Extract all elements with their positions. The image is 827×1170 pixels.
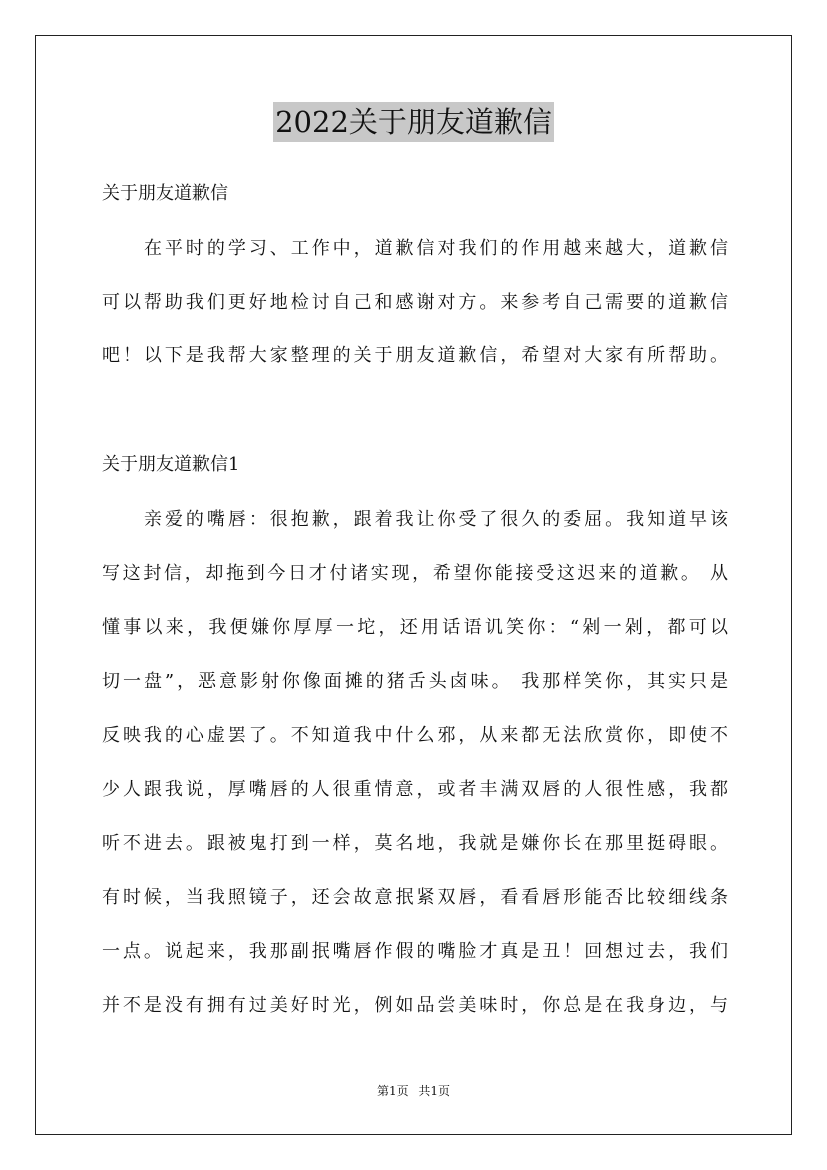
letter-line: 并不是没有拥有过美好时光，例如品尝美味时，你总是在我身边，与 [102,995,728,1016]
letter-line: 一点。说起来，我那副抿嘴唇作假的嘴脸才真是丑！回想过去，我们 [102,941,728,962]
intro-line: 在平时的学习、工作中，道歉信对我们的作用越来越大，道歉信 [144,238,728,259]
letter-line: 有时候，当我照镜子，还会故意抿紧双唇，看看唇形能否比较细线条 [102,887,728,908]
page-total: 共1页 [418,1084,451,1098]
letter-line: 写这封信，却拖到今日才付诸实现，希望你能接受这迟来的道歉。 从 [102,563,728,584]
letter-line: 听不进去。跟被鬼打到一样，莫名地，我就是嫌你长在那里挺碍眼。 [102,833,728,854]
page-number: 第1页 [376,1084,409,1098]
section-heading-1: 关于朋友道歉信1 [102,454,240,475]
intro-line: 可以帮助我们更好地检讨自己和感谢对方。来参考自己需要的道歉信 [102,292,728,313]
title-container [0,102,827,142]
letter-line: 切一盘”，恶意影射你像面摊的猪舌头卤味。 我那样笑你，其实只是 [102,671,728,692]
letter-line: 懂事以来，我便嫌你厚厚一坨，还用话语讥笑你：“剁一剁，都可以 [102,617,728,638]
letter-line: 亲爱的嘴唇：很抱歉，跟着我让你受了很久的委屈。我知道早该 [144,509,728,530]
intro-line: 吧！以下是我帮大家整理的关于朋友道歉信，希望对大家有所帮助。 [102,345,728,366]
page-footer [0,1083,827,1099]
document-title: 2022关于朋友道歉信 [273,102,554,142]
section-heading: 关于朋友道歉信 [102,183,228,204]
letter-line: 反映我的心虚罢了。不知道我中什么邪，从来都无法欣赏你，即使不 [102,725,728,746]
letter-line: 少人跟我说，厚嘴唇的人很重情意，或者丰满双唇的人很性感，我都 [102,779,728,800]
